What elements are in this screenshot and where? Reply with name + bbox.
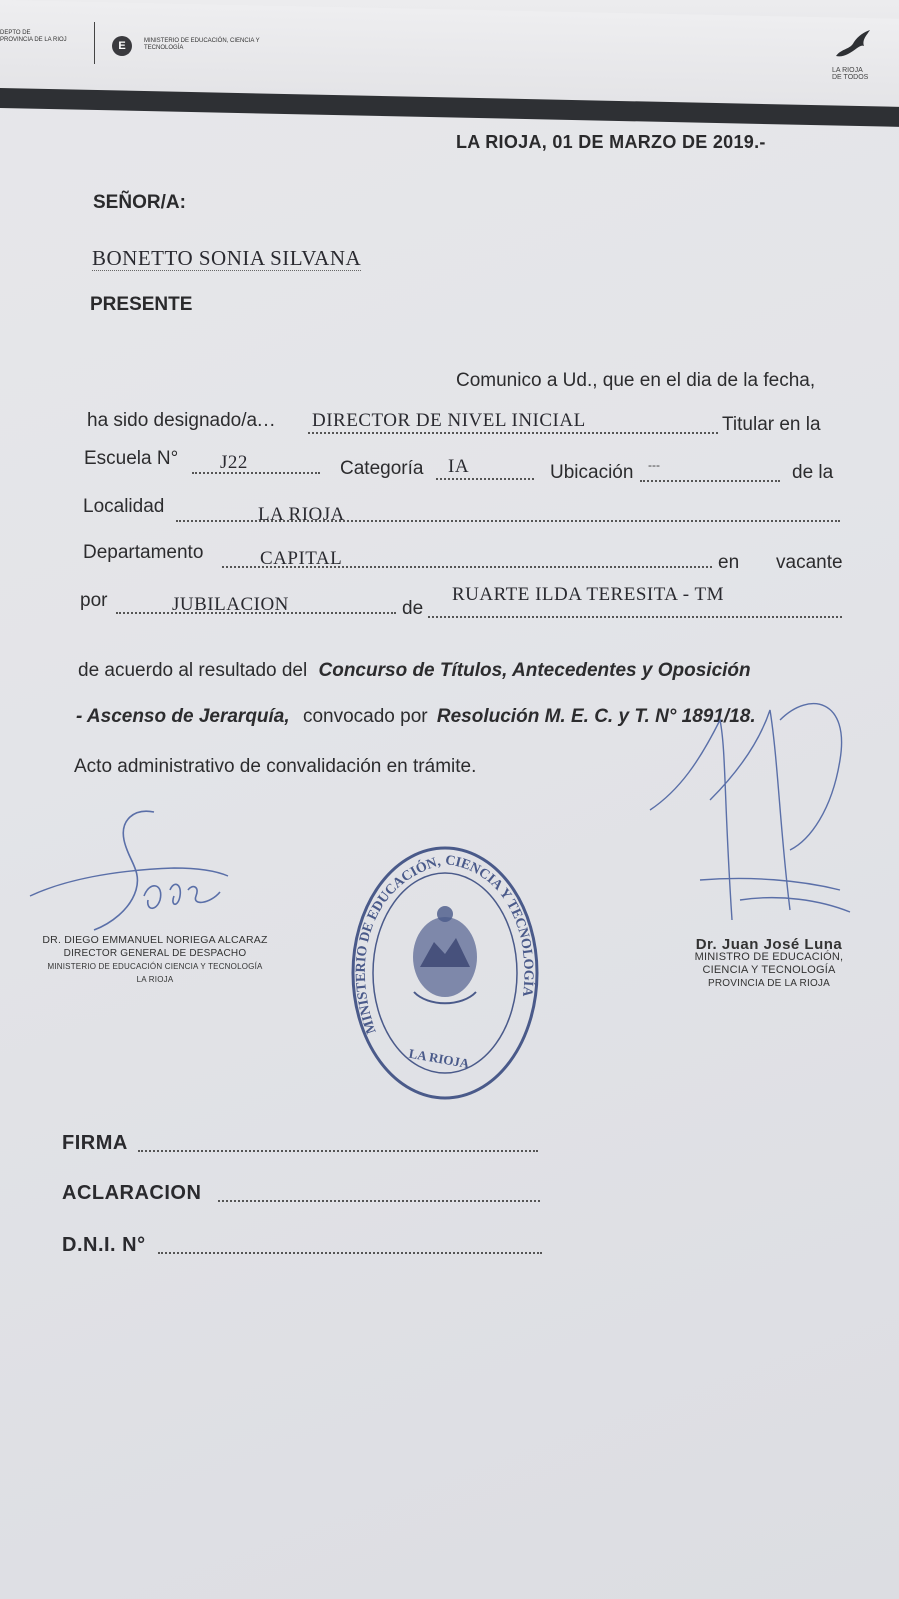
categoria-label: Categoría bbox=[340, 458, 424, 479]
header-separator bbox=[94, 22, 95, 64]
ubicacion-value: --- bbox=[648, 458, 660, 472]
designado-label: ha sido designado/a... bbox=[87, 410, 276, 431]
recipient-name: BONETTO SONIA SILVANA bbox=[92, 246, 362, 270]
firma-dotline bbox=[138, 1150, 538, 1152]
aclaracion-field: ACLARACION bbox=[62, 1182, 202, 1204]
departamento-label: Departamento bbox=[83, 542, 204, 563]
letterhead-top bbox=[0, 0, 899, 107]
categoria-dotline bbox=[436, 478, 534, 480]
vacante-label: vacante bbox=[776, 552, 843, 573]
intro-text: Comunico a Ud., que en el dia de la fecha, bbox=[456, 370, 816, 391]
de-la-label: de la bbox=[792, 462, 834, 483]
aclaracion-dotline bbox=[218, 1200, 540, 1202]
departamento-value: CAPITAL bbox=[260, 548, 343, 569]
la-rioja-logo: LA RIOJA DE TODOS bbox=[832, 28, 876, 86]
right-signature-scribble bbox=[640, 680, 870, 940]
localidad-label: Localidad bbox=[83, 496, 165, 517]
seal-ring-text: MINISTERIO DE EDUCACIÓN, CIENCIA Y TECNOLOGÍA bbox=[353, 852, 536, 1036]
cargo-value: DIRECTOR DE NIVEL INICIAL bbox=[312, 410, 586, 431]
dni-dotline bbox=[158, 1252, 542, 1254]
left-org-text: DEPTO DE PROVINCIA DE LA RIOJ bbox=[0, 30, 67, 43]
salutation: SEÑOR/A: bbox=[93, 192, 186, 213]
ministry-e-icon: E bbox=[112, 36, 132, 56]
bird-logo-icon bbox=[832, 28, 876, 62]
dni-field: D.N.I. N° bbox=[62, 1234, 146, 1256]
firma-field: FIRMA bbox=[62, 1132, 128, 1154]
seal-graphic bbox=[348, 842, 542, 1104]
escuela-label: Escuela N° bbox=[84, 448, 179, 469]
paragraph-ascenso: - Ascenso de Jerarquía, convocado por Resolución M. E. C. y T. N° 1891/18. bbox=[76, 706, 756, 727]
right-signatory-block: Dr. Juan José Luna MINISTRO DE EDUCACIÓN, CIENCIA Y TECNOLOGÍA PROVINCIA DE LA RIOJA bbox=[694, 936, 844, 989]
ubicacion-dotline bbox=[640, 480, 780, 482]
presente-label: PRESENTE bbox=[90, 294, 193, 315]
de-label: de bbox=[402, 598, 424, 619]
de-value: RUARTE ILDA TERESITA - TM bbox=[452, 584, 724, 605]
ubicacion-label: Ubicación bbox=[550, 462, 634, 483]
por-value: JUBILACION bbox=[172, 594, 289, 615]
paragraph-acto: Acto administrativo de convalidación en trámite. bbox=[74, 756, 477, 777]
categoria-value: IA bbox=[448, 456, 470, 477]
cargo-dotline bbox=[308, 432, 718, 434]
date-line: LA RIOJA, 01 DE MARZO DE 2019.- bbox=[456, 132, 766, 152]
paragraph-concurso: de acuerdo al resultado del Concurso de Títulos, Antecedentes y Oposición bbox=[78, 660, 751, 681]
ministry-seal bbox=[348, 842, 542, 1104]
de-dotline bbox=[428, 616, 842, 618]
seal-bottom-text: LA RIOJA bbox=[407, 1045, 471, 1072]
left-signatory-block: DR. DIEGO EMMANUEL NORIEGA ALCARAZ DIRECTOR GENERAL DE DESPACHO MINISTERIO DE EDUCACIÓN CIENCIA Y TECNOLOGÍA LA RIOJA bbox=[42, 934, 268, 984]
left-signature-scribble bbox=[24, 800, 264, 940]
localidad-value: LA RIOJA bbox=[258, 504, 345, 525]
en-label: en bbox=[718, 552, 740, 573]
titular-label: Titular en la bbox=[722, 414, 821, 435]
por-label: por bbox=[80, 590, 108, 611]
escuela-value: J22 bbox=[220, 452, 248, 473]
ministry-name: MINISTERIO DE EDUCACIÓN, CIENCIA Y TECNOLOGÍA bbox=[144, 38, 260, 51]
escuela-dotline bbox=[192, 472, 320, 474]
